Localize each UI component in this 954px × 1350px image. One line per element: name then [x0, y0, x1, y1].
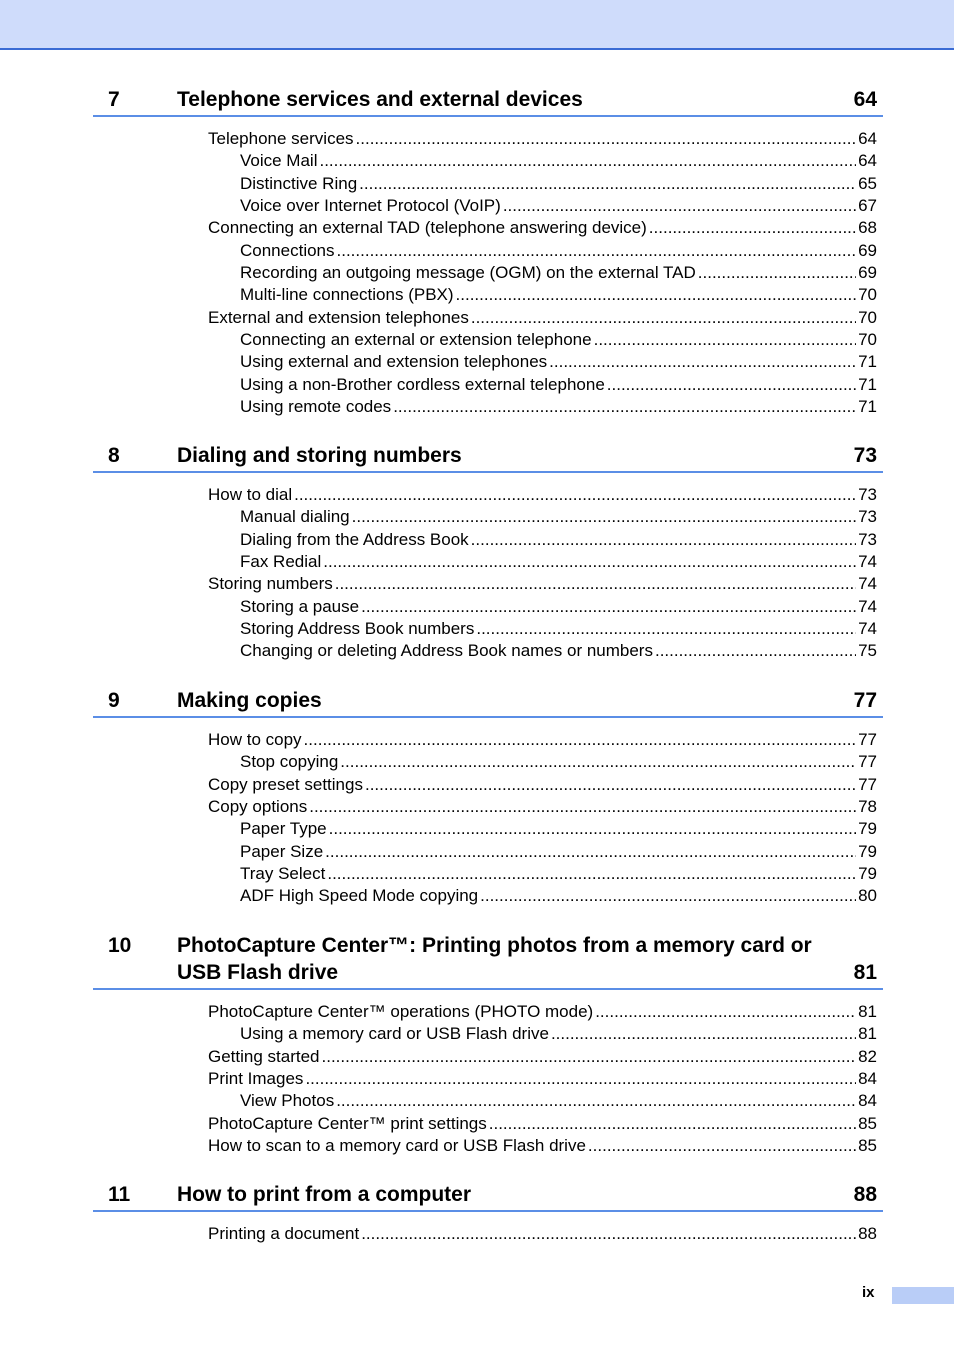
entry-title: Manual dialing — [240, 507, 350, 527]
toc-subentry[interactable] — [93, 751, 883, 773]
dot-leader — [361, 1223, 856, 1245]
chapter-heading[interactable] — [93, 932, 883, 990]
dot-leader — [480, 885, 856, 907]
dot-leader — [356, 128, 857, 150]
toc-subentry[interactable] — [93, 596, 883, 618]
toc-subentry[interactable] — [93, 863, 883, 885]
entry-title: Connecting an external or extension telephone — [240, 330, 592, 350]
entry-page-number: 85 — [858, 1136, 877, 1156]
entry-page-number: 71 — [858, 397, 877, 417]
entry-title: Print Images — [208, 1069, 304, 1089]
dot-leader — [471, 529, 856, 551]
dot-leader — [336, 1090, 856, 1112]
entry-page-number: 65 — [858, 173, 877, 193]
entry-page-number: 70 — [858, 285, 877, 305]
dot-leader — [325, 841, 856, 863]
chapter-title: Dialing and storing numbers — [177, 444, 462, 467]
entry-title: PhotoCapture Center™ operations (PHOTO mode) — [208, 1002, 594, 1021]
entry-title: Storing Address Book numbers — [240, 619, 475, 639]
entry-page-number: 88 — [858, 1224, 877, 1243]
toc-subentry[interactable] — [93, 841, 883, 863]
entry-title: Distinctive Ring — [240, 173, 358, 193]
entry-page-number: 70 — [858, 330, 877, 350]
entry-title: ADF High Speed Mode copying — [240, 886, 479, 906]
entry-page-number: 73 — [858, 529, 877, 549]
dot-leader — [551, 1023, 856, 1045]
entry-title: Using remote codes — [240, 397, 392, 417]
entry-page-number: 79 — [858, 864, 877, 884]
entry-page-number: 73 — [858, 485, 877, 504]
toc-entry[interactable] — [93, 217, 883, 239]
toc-subentry[interactable] — [93, 195, 883, 217]
chapter-title: How to print from a computer — [177, 1183, 471, 1206]
entry-list — [93, 484, 883, 663]
toc-entry[interactable] — [93, 307, 883, 329]
dot-leader — [359, 173, 856, 195]
chapter-number: 9 — [108, 689, 120, 712]
chapter-page-number: 81 — [853, 961, 877, 984]
toc-subentry[interactable] — [93, 173, 883, 195]
entry-title: How to dial — [208, 485, 293, 504]
entry-page-number: 69 — [858, 240, 877, 260]
dot-leader — [698, 262, 856, 284]
dot-leader — [588, 1135, 856, 1157]
toc-entry[interactable] — [93, 128, 883, 150]
chapter-page-number: 88 — [853, 1183, 877, 1206]
chapter-heading[interactable] — [93, 1181, 883, 1212]
chapter-number: 8 — [108, 444, 120, 467]
entry-page-number: 85 — [858, 1113, 877, 1133]
toc-entry[interactable] — [93, 1001, 883, 1023]
dot-leader — [352, 506, 856, 528]
toc-subentry[interactable] — [93, 885, 883, 907]
toc-entry[interactable] — [93, 484, 883, 506]
dot-leader — [456, 284, 857, 306]
entry-title: How to copy — [208, 730, 302, 749]
header-band — [0, 0, 954, 50]
toc-subentry[interactable] — [93, 618, 883, 640]
entry-list — [93, 128, 883, 418]
dot-leader — [365, 774, 856, 796]
dot-leader — [503, 195, 856, 217]
chapter-heading[interactable] — [93, 86, 883, 117]
chapter-section — [93, 1181, 883, 1245]
dot-leader — [655, 640, 856, 662]
toc-subentry[interactable] — [93, 818, 883, 840]
entry-title: Changing or deleting Address Book names or numbers — [240, 641, 653, 661]
entry-title: Connections — [240, 240, 335, 260]
entry-title: Voice over Internet Protocol (VoIP) — [240, 196, 501, 216]
entry-title: Copy preset settings — [208, 774, 363, 794]
entry-page-number: 78 — [858, 797, 877, 817]
dot-leader — [361, 596, 856, 618]
entry-page-number: 77 — [858, 730, 877, 749]
toc-subentry[interactable] — [93, 396, 883, 418]
dot-leader — [594, 329, 856, 351]
entry-page-number: 79 — [858, 819, 877, 839]
entry-title: Connecting an external TAD (telephone answering device) — [208, 218, 647, 238]
dot-leader — [337, 240, 857, 262]
entry-page-number: 64 — [858, 129, 877, 148]
dot-leader — [319, 150, 856, 172]
dot-leader — [309, 796, 856, 818]
entry-title: Fax Redial — [240, 552, 322, 572]
toc-entry[interactable] — [93, 573, 883, 595]
dot-leader — [340, 751, 856, 773]
entry-page-number: 82 — [858, 1046, 877, 1066]
toc-subentry[interactable] — [93, 351, 883, 373]
dot-leader — [549, 351, 856, 373]
chapter-section — [93, 442, 883, 663]
entry-title: Getting started — [208, 1046, 320, 1066]
chapter-title: Making copies — [177, 689, 322, 712]
entry-title: Printing a document — [208, 1224, 360, 1243]
chapter-page-number: 64 — [853, 88, 877, 111]
toc-subentry[interactable] — [93, 529, 883, 551]
chapter-number: 10 — [108, 934, 132, 957]
entry-page-number: 77 — [858, 774, 877, 794]
page-number: ix — [862, 1284, 875, 1301]
dot-leader — [294, 484, 856, 506]
dot-leader — [649, 217, 856, 239]
dot-leader — [323, 551, 856, 573]
entry-title: Paper Size — [240, 841, 324, 861]
chapter-heading[interactable] — [93, 442, 883, 473]
dot-leader — [335, 573, 856, 595]
entry-page-number: 81 — [858, 1002, 877, 1021]
toc-entry[interactable] — [93, 1068, 883, 1090]
entry-page-number: 79 — [858, 841, 877, 861]
entry-list — [93, 1001, 883, 1157]
entry-title: View Photos — [240, 1091, 335, 1111]
entry-page-number: 77 — [858, 752, 877, 772]
entry-title: Using a non-Brother cordless external telephone — [240, 374, 605, 394]
chapter-page-number: 77 — [853, 689, 877, 712]
toc-subentry[interactable] — [93, 240, 883, 262]
entry-page-number: 84 — [858, 1091, 877, 1111]
dot-leader — [304, 729, 857, 751]
dot-leader — [607, 374, 856, 396]
dot-leader — [489, 1113, 856, 1135]
entry-title: Recording an outgoing message (OGM) on the external TAD — [240, 263, 696, 283]
dot-leader — [595, 1001, 856, 1023]
entry-list — [93, 1223, 883, 1245]
chapter-number: 11 — [108, 1183, 131, 1206]
dot-leader — [329, 818, 856, 840]
dot-leader — [327, 863, 856, 885]
entry-title: Tray Select — [240, 864, 326, 884]
chapter-number: 7 — [108, 88, 120, 111]
entry-title: Dialing from the Address Book — [240, 529, 469, 549]
entry-page-number: 68 — [858, 218, 877, 238]
page-tab-marker — [892, 1287, 954, 1304]
entry-page-number: 80 — [858, 886, 877, 906]
toc-subentry[interactable] — [93, 640, 883, 662]
toc-entry[interactable] — [93, 796, 883, 818]
entry-title: Voice Mail — [240, 151, 318, 171]
entry-title: Storing numbers — [208, 574, 333, 594]
entry-title: How to scan to a memory card or USB Flash drive — [208, 1136, 586, 1156]
toc-entry[interactable] — [93, 1113, 883, 1135]
dot-leader — [471, 307, 856, 329]
entry-page-number: 70 — [858, 307, 877, 327]
toc-subentry[interactable] — [93, 262, 883, 284]
dot-leader — [393, 396, 856, 418]
entry-page-number: 75 — [858, 641, 877, 661]
entry-title: Copy options — [208, 797, 308, 817]
chapter-heading[interactable] — [93, 687, 883, 718]
entry-title: Telephone services — [208, 129, 354, 148]
toc-subentry[interactable] — [93, 506, 883, 528]
entry-page-number: 67 — [858, 196, 877, 216]
entry-title: PhotoCapture Center™ print settings — [208, 1113, 487, 1133]
entry-page-number: 81 — [858, 1024, 877, 1044]
toc-entry[interactable] — [93, 1135, 883, 1157]
chapter-title: PhotoCapture Center™: Printing photos from a memory card or USB Flash drive — [177, 934, 812, 984]
toc-subentry[interactable] — [93, 329, 883, 351]
dot-leader — [476, 618, 856, 640]
chapter-section — [93, 687, 883, 908]
toc-entry[interactable] — [93, 729, 883, 751]
entry-page-number: 74 — [858, 596, 877, 616]
toc-entry[interactable] — [93, 774, 883, 796]
toc-subentry[interactable] — [93, 551, 883, 573]
entry-page-number: 64 — [858, 151, 877, 171]
toc-subentry[interactable] — [93, 374, 883, 396]
toc-subentry[interactable] — [93, 150, 883, 172]
entry-title: Stop copying — [240, 752, 339, 772]
toc-entry[interactable] — [93, 1046, 883, 1068]
entry-title: Storing a pause — [240, 596, 360, 616]
dot-leader — [305, 1068, 856, 1090]
dot-leader — [322, 1046, 857, 1068]
entry-title: Using a memory card or USB Flash drive — [240, 1024, 549, 1044]
toc-subentry[interactable] — [93, 1023, 883, 1045]
entry-page-number: 74 — [858, 619, 877, 639]
entry-page-number: 69 — [858, 263, 877, 283]
entry-page-number: 73 — [858, 507, 877, 527]
chapter-title: Telephone services and external devices — [177, 88, 583, 111]
toc-subentry[interactable] — [93, 284, 883, 306]
chapter-section — [93, 932, 883, 1157]
entry-page-number: 84 — [858, 1069, 877, 1089]
entry-list — [93, 729, 883, 908]
chapter-section — [93, 86, 883, 418]
entry-page-number: 74 — [858, 574, 877, 594]
entry-page-number: 71 — [858, 352, 877, 372]
entry-title: External and extension telephones — [208, 307, 469, 327]
toc-subentry[interactable] — [93, 1090, 883, 1112]
entry-page-number: 74 — [858, 552, 877, 572]
entry-title: Using external and extension telephones — [240, 352, 548, 372]
toc-entry[interactable] — [93, 1223, 883, 1245]
entry-page-number: 71 — [858, 374, 877, 394]
entry-title: Multi-line connections (PBX) — [240, 285, 454, 305]
entry-title: Paper Type — [240, 819, 327, 839]
chapter-page-number: 73 — [853, 444, 877, 467]
